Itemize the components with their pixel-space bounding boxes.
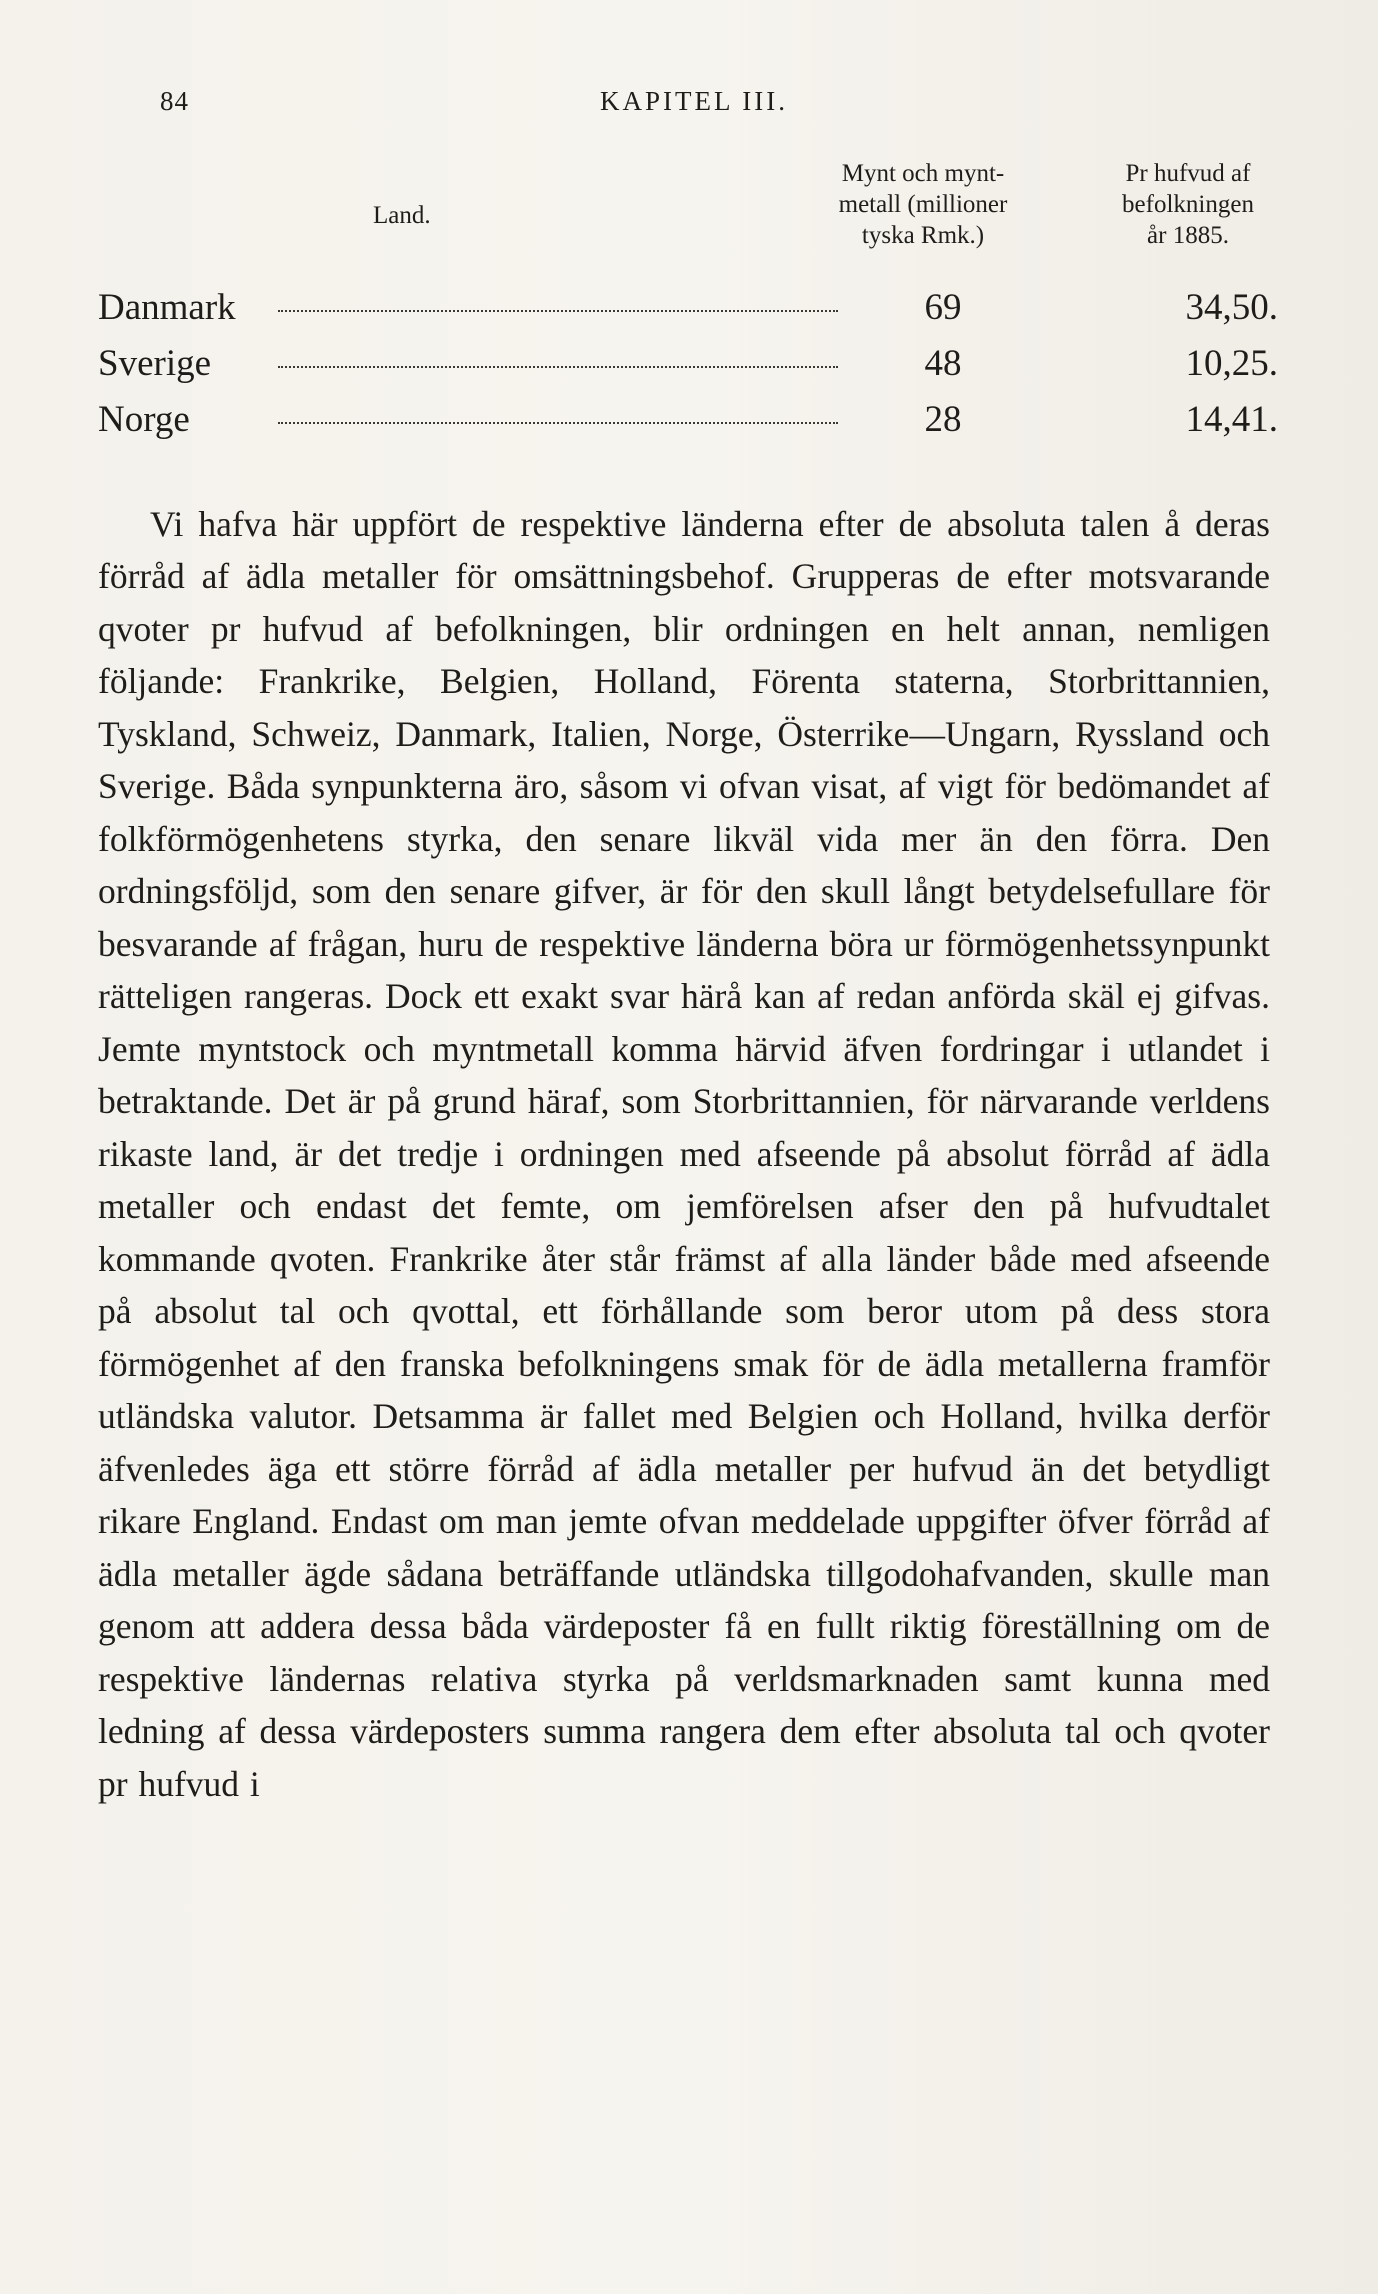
leader-dots [278,310,838,312]
per-capita-value: 34,50. [1185,287,1278,328]
table-header [98,158,1278,263]
per-capita-value: 14,41. [1185,399,1278,440]
leader-dots [278,366,838,368]
column-header-per-capita-line: år 1885. [1147,222,1229,249]
column-header-per-capita [1058,158,1318,251]
metal-value: 28 [924,399,962,440]
column-header-per-capita-line: Pr hufvud af [1125,160,1251,187]
column-header-metal-line: tyska Rmk.) [861,222,985,249]
column-header-metal-line: Mynt och mynt- [841,160,1005,187]
column-header-metal [788,158,1058,251]
running-head: KAPITEL III. [600,86,788,116]
country-name: Norge [98,399,190,440]
metal-value: 48 [924,343,962,384]
country-table [98,280,1278,448]
leader-dots [278,422,838,424]
column-header-per-capita-line: befolkningen [1122,191,1254,218]
page-header [160,86,1270,126]
country-name: Danmark [98,287,236,328]
body-paragraph: Vi hafva här uppfört de respektive länderna efter de absoluta talen å deras förråd af ädla metaller för omsättningsbehof. Grupperas de efter motsvarande qvoter pr hufvud af befolkningen, blir ordningen en helt annan, nemligen följande: Frankrike, Belgien, Holland, Förenta staterna, Storbrittannien, Tyskland, Schweiz, Danmark, Italien, Norge, Österrike—Ungarn, Ryssland och Sverige. Båda synpunkterna äro, såsom vi ofvan visat, af vigt för bedömandet af folkförmögenhetens styrka, den senare likväl vida mer än den förra. Den ordningsföljd, som den senare gifver, är för den skull långt betydelsefullare för besvarande af frågan, huru de respektive länderna böra ur förmögenhetssynpunkt rätteligen rangeras. Dock ett exakt svar härå kan af redan anförda skäl ej gifvas. Jemte myntstock och myntmetall komma härvid äfven fordringar i utlandet i betraktande. Det är på grund häraf, som Storbrittannien, för närvarande verldens rikaste land, är det tredje i ordningen med afseende på absolut förråd af ädla metaller och endast det femte, om jemförelsen afser den på hufvudtalet kommande qvoten. Frankrike åter står främst af alla länder både med afseende på absolut tal och qvottal, ett förhållande som beror utom på dess stora förmögenhet af den franska befolkningens smak för de ädla metallerna framför utländska valutor. Detsamma är fallet med Belgien och Holland, hvilka derför äfvenledes äga ett större förråd af ädla metaller per hufvud än det betydligt rikare England. Endast om man jemte ofvan meddelade uppgifter öfver förråd af ädla metaller ägde sådana beträffande utländska tillgodohafvanden, skulle man genom att addera dessa båda värdeposter få en fullt riktig föreställning om de respektive ländernas relativa styrka på verldsmarknaden samt kunna med ledning af dessa värdeposters summa rangera dem efter absoluta tal och qvoter pr hufvud i [98,503,1270,1804]
country-name: Sverige [98,343,212,384]
column-header-country: Land. [373,202,431,229]
page-number: 84 [160,86,189,116]
table-row [98,280,1278,336]
column-header-metal-line: metall (millioner [838,191,1008,218]
table-row [98,392,1278,448]
metal-value: 69 [924,287,962,328]
table-row [98,336,1278,392]
per-capita-value: 10,25. [1185,343,1278,384]
